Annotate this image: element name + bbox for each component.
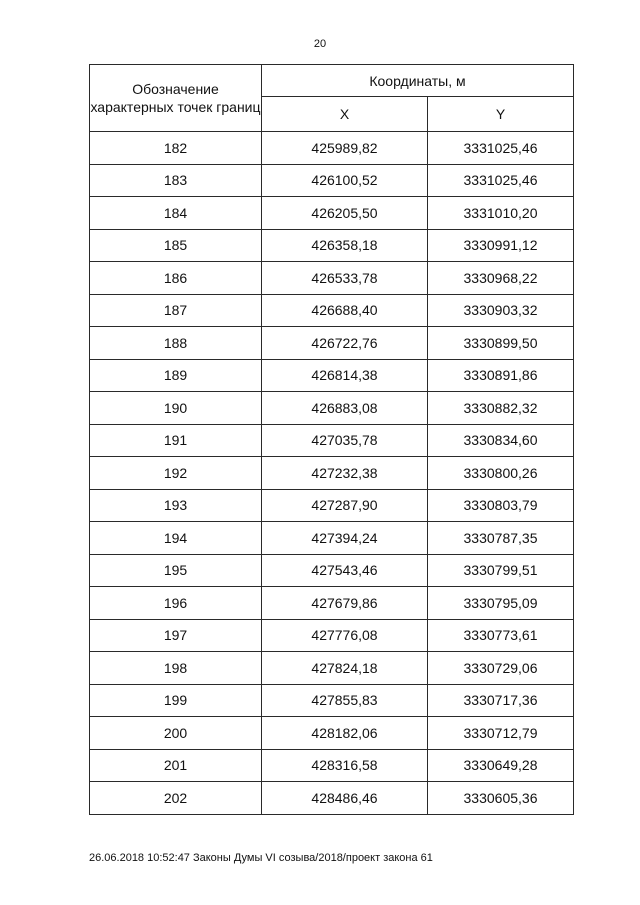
table-row (90, 619, 574, 652)
y-cell: 3330787,35 (428, 522, 574, 555)
table-row (90, 522, 574, 555)
y-cell: 3330605,36 (428, 782, 574, 815)
x-cell: 428316,58 (262, 749, 428, 782)
page-number: 20 (313, 38, 327, 50)
point-cell: 190 (90, 392, 262, 425)
point-cell: 185 (90, 229, 262, 262)
y-cell: 3330991,12 (428, 229, 574, 262)
point-cell: 192 (90, 457, 262, 490)
point-cell: 193 (90, 489, 262, 522)
x-cell: 426358,18 (262, 229, 428, 262)
point-cell: 200 (90, 717, 262, 750)
x-cell: 427287,90 (262, 489, 428, 522)
table-row (90, 197, 574, 230)
x-cell: 428486,46 (262, 782, 428, 815)
y-cell: 3330800,26 (428, 457, 574, 490)
footer-stamp: 26.06.2018 10:52:47 Законы Думы VI созыва/2018/проект закона 61 (89, 852, 433, 864)
y-cell: 3331025,46 (428, 132, 574, 165)
y-cell: 3330799,51 (428, 554, 574, 587)
header-y: Y (428, 97, 574, 132)
table-row (90, 359, 574, 392)
x-cell: 426814,38 (262, 359, 428, 392)
point-cell: 182 (90, 132, 262, 165)
table-row (90, 294, 574, 327)
x-cell: 427035,78 (262, 424, 428, 457)
point-cell: 195 (90, 554, 262, 587)
y-cell: 3331025,46 (428, 164, 574, 197)
point-cell: 201 (90, 749, 262, 782)
x-cell: 426722,76 (262, 327, 428, 360)
table-row (90, 489, 574, 522)
table-row (90, 229, 574, 262)
coordinates-table (89, 64, 574, 815)
y-cell: 3330903,32 (428, 294, 574, 327)
y-cell: 3330968,22 (428, 262, 574, 295)
x-cell: 426205,50 (262, 197, 428, 230)
y-cell: 3330649,28 (428, 749, 574, 782)
table-row (90, 782, 574, 815)
y-cell: 3330717,36 (428, 684, 574, 717)
table-row (90, 424, 574, 457)
point-cell: 184 (90, 197, 262, 230)
table-row (90, 327, 574, 360)
y-cell: 3330729,06 (428, 652, 574, 685)
point-cell: 186 (90, 262, 262, 295)
table-body (90, 132, 574, 815)
point-cell: 196 (90, 587, 262, 620)
x-cell: 427824,18 (262, 652, 428, 685)
point-cell: 202 (90, 782, 262, 815)
point-cell: 183 (90, 164, 262, 197)
table-row (90, 554, 574, 587)
y-cell: 3330803,79 (428, 489, 574, 522)
point-cell: 197 (90, 619, 262, 652)
table-row (90, 749, 574, 782)
table-row (90, 717, 574, 750)
y-cell: 3330899,50 (428, 327, 574, 360)
table-row (90, 392, 574, 425)
y-cell: 3330712,79 (428, 717, 574, 750)
table-row (90, 132, 574, 165)
x-cell: 427543,46 (262, 554, 428, 587)
table-row (90, 587, 574, 620)
header-point-designation: Обозначение характерных точек границ (90, 65, 262, 132)
x-cell: 427394,24 (262, 522, 428, 555)
header-coordinates: Координаты, м (262, 65, 574, 97)
point-cell: 199 (90, 684, 262, 717)
point-cell: 191 (90, 424, 262, 457)
point-cell: 189 (90, 359, 262, 392)
x-cell: 427855,83 (262, 684, 428, 717)
table-header (90, 65, 574, 132)
table-row (90, 262, 574, 295)
x-cell: 428182,06 (262, 717, 428, 750)
point-cell: 198 (90, 652, 262, 685)
y-cell: 3330891,86 (428, 359, 574, 392)
y-cell: 3330773,61 (428, 619, 574, 652)
x-cell: 427232,38 (262, 457, 428, 490)
header-x: X (262, 97, 428, 132)
x-cell: 426883,08 (262, 392, 428, 425)
y-cell: 3330882,32 (428, 392, 574, 425)
y-cell: 3331010,20 (428, 197, 574, 230)
x-cell: 427776,08 (262, 619, 428, 652)
x-cell: 426688,40 (262, 294, 428, 327)
table-row (90, 164, 574, 197)
table-row (90, 652, 574, 685)
point-cell: 194 (90, 522, 262, 555)
x-cell: 427679,86 (262, 587, 428, 620)
x-cell: 426533,78 (262, 262, 428, 295)
x-cell: 425989,82 (262, 132, 428, 165)
y-cell: 3330834,60 (428, 424, 574, 457)
x-cell: 426100,52 (262, 164, 428, 197)
point-cell: 187 (90, 294, 262, 327)
table-row (90, 457, 574, 490)
table-row (90, 684, 574, 717)
point-cell: 188 (90, 327, 262, 360)
y-cell: 3330795,09 (428, 587, 574, 620)
